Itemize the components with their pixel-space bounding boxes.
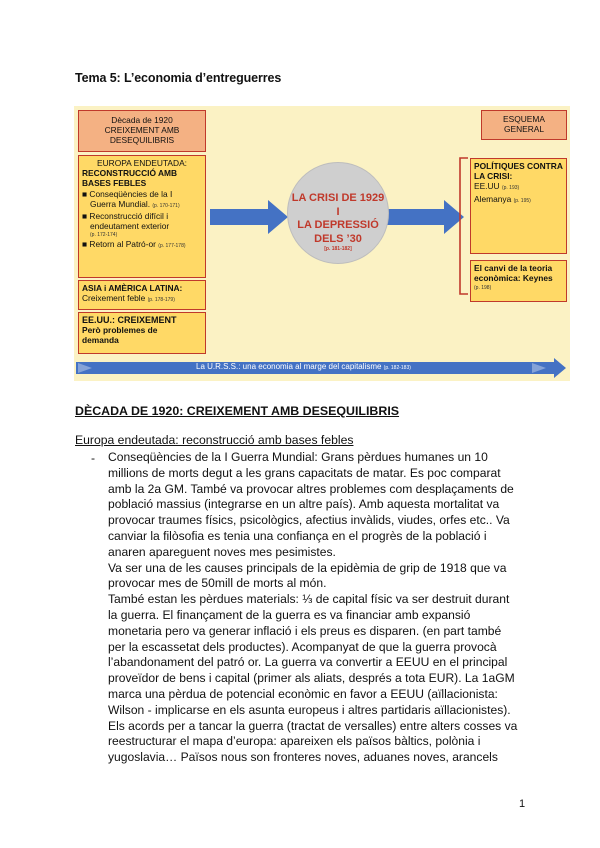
policies-germany-text: Alemanya	[474, 193, 512, 204]
scheme-line: ESQUEMA	[503, 114, 545, 124]
keynes-line: El canvi de la teoria	[474, 263, 553, 273]
policies-usa	[474, 181, 563, 193]
europe-head: EUROPA ENDEUTADA:	[97, 158, 187, 168]
europe-item-1-cont	[82, 199, 202, 211]
usa-text: Però problemes de	[82, 325, 158, 336]
paragraph: Va ser una de les causes principals de la epidèmia de grip de 1918 que va provocar mes de 50mill de morts al món.	[108, 560, 507, 591]
left-arrow-icon	[210, 200, 290, 234]
paragraph: També estan les pèrdues materials: ⅓ de capital físic va ser destruit durant la guerra. El finançament de la guerra es va financiar amb expansió monetaria pero va generar inflació i els preus es disparen. (en part també per la escassetat dels productes). Acompanyat de que la guerra provocà l’abandonament del patró or. La guerra va convertir a EEUU en el principal proveïdor de bens i capital (primer als aliats, després a tota EUR). La 1aGM marca una pèrdua de potencial econòmic en favor a EEUU (aïllacionista: Wilson - implicarse en els asunta europeus i altres partidaris aïllacionistes). Els acords per a tancar la guerra (tractat de versalles) entre alters cosses va reestructurar el mapa d’europa: apareixen els països bàltics, polònia i yugoslavia… Països nous son fronteres noves, aduanes noves, arancels	[108, 592, 518, 765]
europe-item-2-cont: endeutament exterior	[90, 221, 170, 232]
policies-germany	[474, 194, 563, 206]
crisis-line: I	[336, 205, 340, 218]
page-ref: [p. 181-182]	[324, 246, 352, 252]
europe-box	[78, 155, 206, 278]
sub-heading: Europa endeutada: reconstrucció amb bases febles	[75, 433, 354, 447]
policies-box	[470, 158, 567, 254]
scheme-line: GENERAL	[503, 124, 545, 135]
asia-text: Creixement feble	[82, 293, 146, 304]
keynes-line: econòmica: Keynes	[474, 273, 553, 284]
page-ref: (p. 170-171)	[152, 202, 180, 209]
list-dash: -	[91, 451, 96, 465]
right-arrow-icon	[386, 200, 466, 234]
page-ref: (p. 193)	[501, 185, 520, 192]
policies-head: LA CRISI:	[474, 171, 513, 182]
crisis-circle	[287, 162, 389, 264]
crisis-line: DELS ’30	[314, 232, 362, 245]
policies-usa-text: EE.UU	[474, 181, 500, 192]
page-ref: (p. 195)	[513, 197, 531, 204]
europe-item-3: ■ Retorn al Patró-or (p. 177-178)	[82, 239, 186, 250]
section-heading: DÈCADA DE 1920: CREIXEMENT AMB DESEQUILIBRIS	[75, 404, 400, 418]
usa-text: demanda	[82, 335, 119, 346]
europe-head: BASES FEBLES	[82, 178, 147, 189]
scheme-box	[481, 110, 567, 140]
timeline-label: La U.R.S.S.: una economia al marge del capitalisme	[196, 362, 382, 371]
page-ref: (p. 172-174)	[90, 232, 118, 239]
asia-head: ASIA i AMÈRICA LATINA:	[82, 283, 183, 293]
timeline-label-row	[196, 362, 411, 371]
keynes-box	[470, 260, 567, 302]
decade-box	[78, 110, 206, 152]
document-title: Tema 5: L’economia d’entreguerres	[75, 71, 282, 85]
concept-diagram	[74, 106, 570, 381]
usa-head: EE.UU.: CREIXEMENT	[82, 315, 177, 325]
asia-text-line	[82, 293, 202, 305]
usa-box	[78, 312, 206, 354]
decade-box-line: DESEQUILIBRIS	[109, 135, 175, 146]
page-ref: (p. 178-179)	[147, 297, 175, 304]
decade-box-line: CREIXEMENT AMB	[104, 125, 180, 136]
crisis-line: LA DEPRESSIÓ	[297, 219, 379, 231]
body-text	[108, 450, 522, 766]
crisis-line: LA CRISI DE 1929	[291, 192, 385, 204]
europe-item-2: ■ Reconstrucció difícil i	[82, 211, 169, 222]
europe-head: RECONSTRUCCIÓ AMB	[82, 168, 178, 179]
paragraph: Conseqüències de la I Guerra Mundial: Grans pèrdues humanes un 10 millions de morts degut a les grans capacitats de matar. Es poc comparat amb la 2a GM. També va provocar altres problemes com desplaçaments de població massius (integrarse en un altre país). Amb aquesta mortalitat va provocar traumes físics, psicològics, afectius invàlids, viudes, orfes etc.. Va canviar la filòsofia es tenia una confiança en el progrès de la població i anaren apareguent noves mes pesimistes.	[108, 450, 514, 559]
europe-item-text: Conseqüències de la I	[89, 188, 173, 199]
page-ref: (p. 182-183)	[383, 365, 411, 371]
europe-item-text: Reconstrucció difícil i	[89, 211, 169, 222]
europe-item-text: Guerra Mundial.	[90, 198, 151, 209]
europe-item-text: Retorn al Patró-or	[89, 239, 156, 250]
asia-box	[78, 280, 206, 310]
europe-item-1: ■ Conseqüències de la I	[82, 188, 173, 199]
page-ref: (p. 198)	[474, 285, 492, 292]
page-number: 1	[519, 798, 526, 810]
page-ref: (p. 177-178)	[158, 243, 186, 250]
policies-head: POLÍTIQUES CONTRA	[474, 161, 563, 171]
bracket-icon	[456, 156, 470, 296]
decade-box-line: Dècada de 1920	[111, 115, 173, 125]
